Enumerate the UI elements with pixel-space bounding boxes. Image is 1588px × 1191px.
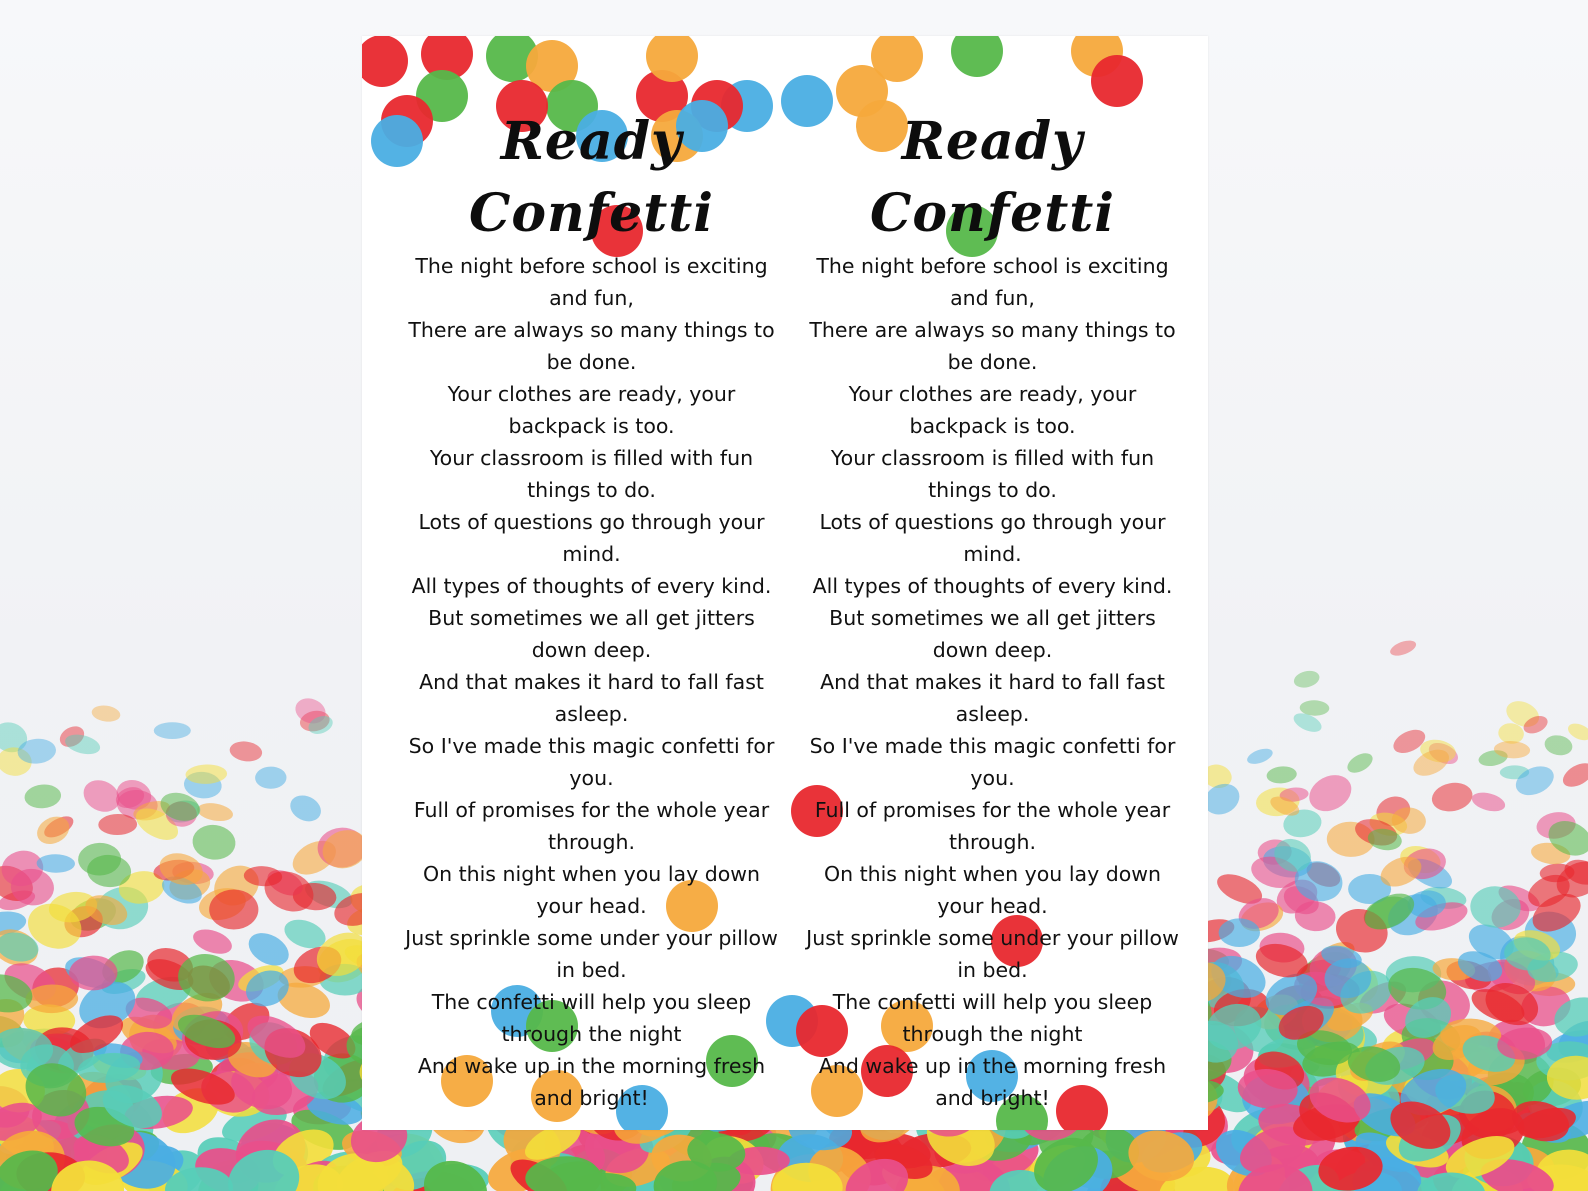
confetti-piece [1219, 918, 1260, 947]
poem-line: Full of promises for the whole year through. [814, 798, 1171, 854]
poem-line: There are always so many things to be done. [809, 318, 1176, 374]
confetti-piece [1344, 749, 1376, 777]
poem-line: So I've made this magic confetti for you. [408, 734, 775, 790]
poem-line: There are always so many things to be done. [408, 318, 775, 374]
poem-line: And that makes it hard to fall fast asleep. [419, 670, 764, 726]
confetti-piece [228, 739, 263, 763]
confetti-dot [362, 36, 408, 87]
printable-poem-sheet [362, 36, 1208, 1130]
poem-line: On this night when you lay down your head. [823, 862, 1162, 918]
poem-line: Lots of questions go through your mind. [819, 510, 1166, 566]
confetti-piece [1245, 746, 1275, 767]
poem-line: But sometimes we all get jitters down deep. [829, 606, 1156, 662]
confetti-piece [1543, 733, 1574, 758]
poem-line: But sometimes we all get jitters down deep. [428, 606, 755, 662]
poem-line: So I've made this magic confetti for you. [809, 734, 1176, 790]
poem-line: The confetti will help you sleep through the night [431, 990, 752, 1046]
poem-line: All types of thoughts of every kind. [411, 574, 772, 598]
poem-line: Your classroom is filled with fun things to do. [429, 446, 754, 502]
confetti-dot [1091, 55, 1143, 107]
confetti-piece [255, 766, 287, 789]
poem-title: Ready Confetti [869, 111, 1116, 244]
confetti-piece [1292, 668, 1321, 690]
poem-line: Just sprinkle some under your pillow in bed. [806, 926, 1179, 982]
confetti-piece [1429, 779, 1475, 814]
poem-card-left [394, 106, 789, 1114]
confetti-piece [1559, 758, 1588, 791]
confetti-piece [286, 791, 325, 827]
poem-line: All types of thoughts of every kind. [812, 574, 1173, 598]
poem-line: Just sprinkle some under your pillow in bed. [405, 926, 778, 982]
confetti-dot [951, 36, 1003, 77]
poem-line: Full of promises for the whole year through. [413, 798, 770, 854]
poem-line: The night before school is exciting and fun, [415, 254, 768, 310]
confetti-piece [154, 722, 191, 739]
confetti-piece [190, 925, 235, 959]
confetti-piece [1388, 638, 1418, 659]
confetti-piece [98, 814, 137, 836]
poem-line: And that makes it hard to fall fast asleep. [820, 670, 1165, 726]
confetti-piece [1470, 789, 1507, 814]
poem-line: Your clothes are ready, your backpack is too. [848, 382, 1137, 438]
poem-line: Lots of questions go through your mind. [418, 510, 765, 566]
poem-title: Ready Confetti [468, 111, 715, 244]
confetti-piece [91, 704, 122, 724]
confetti-piece [24, 783, 63, 810]
confetti-piece [1266, 765, 1298, 784]
poem-lines [795, 250, 1190, 1114]
poem-line: And wake up in the morning fresh and bright! [818, 1054, 1167, 1110]
poem-line: On this night when you lay down your head. [422, 862, 761, 918]
poem-lines [394, 250, 789, 1114]
confetti-piece [209, 890, 258, 930]
poem-line: Your clothes are ready, your backpack is too. [447, 382, 736, 438]
confetti-piece [196, 801, 235, 824]
confetti-piece [191, 823, 238, 863]
poem-card-right [795, 106, 1190, 1114]
poem-line: The confetti will help you sleep through the night [832, 990, 1153, 1046]
poem-line: And wake up in the morning fresh and bright! [417, 1054, 766, 1110]
poem-line: Your classroom is filled with fun things to do. [830, 446, 1155, 502]
confetti-piece [78, 774, 125, 818]
poem-line: The night before school is exciting and fun, [816, 254, 1169, 310]
